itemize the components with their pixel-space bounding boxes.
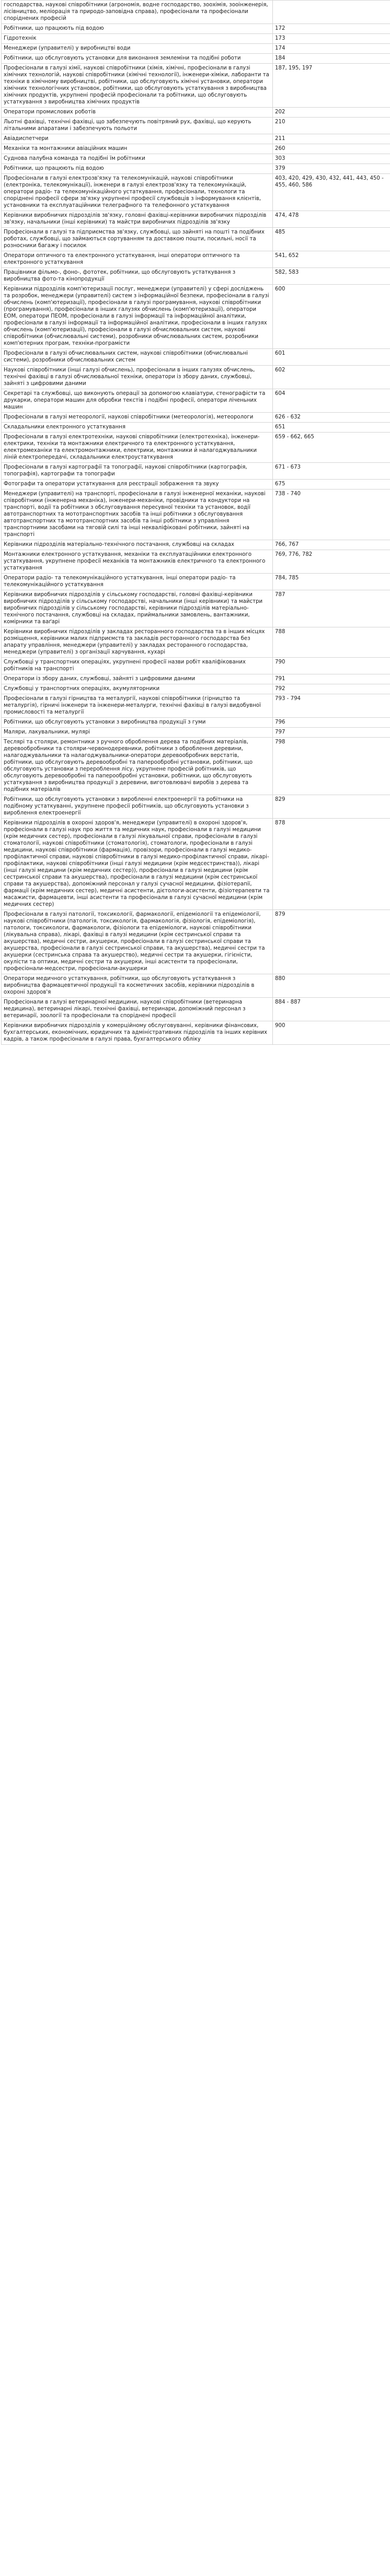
- row-code: 738 - 740: [273, 489, 390, 540]
- row-code: 187, 195, 197: [273, 64, 390, 108]
- table-row: [2, 728, 390, 738]
- row-description: Керівники виробничих підрозділів зв'язку, головні фахівці-керівники виробничих підрозділів зв'язку, начальники (інші керівники) та майстри виробничих підрозділів зв'язку: [2, 211, 273, 228]
- row-description: Наукові співробітники (інші галузі обчислень), професіонали в інших галузях обчислень, технічні фахівці в галузі обчислювальної техніки, оператори із збору даних, службовці, зайняті з цифровими даними: [2, 366, 273, 389]
- row-description: Робітники, що обслуговують установки з виробництва продукції з гуми: [2, 718, 273, 728]
- row-description: Професіонали в галузі електротехніки, наукові співробітники (електротехніка), інженери-електрики, техніки та монтажники електричного та електронного устаткування, електромеханіки та електромонтажники, електрики, монтажники й налагоджувальники ліній електропередачі, складальники електроустаткування: [2, 433, 273, 463]
- row-code: 798: [273, 738, 390, 795]
- row-description: Службовці у транспортних операціях, укрупнені професії назви робіт кваліфікованих робітників на транспорті: [2, 658, 273, 674]
- table-row: [2, 54, 390, 64]
- row-code: 766, 767: [273, 540, 390, 550]
- row-description: Авіадиспетчери: [2, 134, 273, 144]
- table-row: [2, 174, 390, 211]
- table-row: [2, 268, 390, 285]
- row-code: 485: [273, 228, 390, 251]
- table-row: [2, 684, 390, 694]
- row-description: Гідротехнік: [2, 34, 273, 44]
- row-description: Працівники фільмо-, фоно-, фототек, робітники, що обслуговують устаткування з виробництва фото-та кінопродукції: [2, 268, 273, 285]
- table-row: [2, 285, 390, 349]
- table-row: [2, 349, 390, 366]
- row-code: 626 - 632: [273, 413, 390, 423]
- row-description: Оператори із збору даних, службовці, зайняті з цифровими даними: [2, 674, 273, 684]
- table-row: [2, 574, 390, 590]
- table-row: [2, 910, 390, 974]
- row-code: 659 - 662, 665: [273, 433, 390, 463]
- row-code: 651: [273, 423, 390, 433]
- row-code: 791: [273, 674, 390, 684]
- row-description: Професіонали в галузі гірництва та металургії, наукові співробітники (гірництво та металургія), гірничі інженери та інженери-металурги, технічні фахівці в галузі видобувної промисловості та металургії: [2, 694, 273, 718]
- row-code: 792: [273, 684, 390, 694]
- row-code: 602: [273, 366, 390, 389]
- table-row: [2, 819, 390, 910]
- table-row: [2, 1021, 390, 1045]
- table-row: [2, 251, 390, 268]
- row-code: 675: [273, 480, 390, 489]
- table-row: [2, 738, 390, 795]
- table-row: [2, 366, 390, 389]
- row-code: [273, 1, 390, 24]
- row-description: Монтажники електронного устаткування, механіки та експлуатаційники електронного устаткування, укрупнене професії механіків та монтажників електричного та електронного устаткування: [2, 550, 273, 574]
- row-description: Секретарі та службовці, що виконують операції за допомогою клавіатури, стенографісти та друкарки, оператори машин для обробки текстів і подібні професії, оператори ліченьних машин: [2, 389, 273, 413]
- row-code: 788: [273, 627, 390, 658]
- row-description: Менеджери (управителі) у виробництві води: [2, 44, 273, 54]
- row-code: 184: [273, 54, 390, 64]
- row-code: 600: [273, 285, 390, 349]
- table-row: [2, 480, 390, 489]
- row-description: Службовці у транспортних операціях, акумуляторники: [2, 684, 273, 694]
- row-code: 880: [273, 974, 390, 998]
- table-row: [2, 154, 390, 164]
- table-row: [2, 144, 390, 154]
- table-row: [2, 974, 390, 998]
- row-description: Маляри, лакувальники, мулярі: [2, 728, 273, 738]
- table-row: [2, 1, 390, 24]
- row-description: Оператори оптичного та електронного устаткування, інші оператори оптичного та електронного устаткування: [2, 251, 273, 268]
- table-row: [2, 34, 390, 44]
- table-row: [2, 540, 390, 550]
- row-description: Оператори промислових роботів: [2, 108, 273, 118]
- table-row: [2, 389, 390, 413]
- row-description: Професіонали в галузі обчислювальних систем, наукові співробітники (обчислювальні системи), розробники обчислювальних систем: [2, 349, 273, 366]
- table-row: [2, 433, 390, 463]
- table-row: [2, 998, 390, 1021]
- table-row: [2, 550, 390, 574]
- table-row: [2, 795, 390, 819]
- row-code: 211: [273, 134, 390, 144]
- table-row: [2, 489, 390, 540]
- row-code: 790: [273, 658, 390, 674]
- row-description: Складальники електронного устаткування: [2, 423, 273, 433]
- row-description: Керівники підрозділів комп'ютеризації послуг, менеджери (управителі) у сфері досліджень та розробок, менеджери (управителі) систем з інформаційної безпеки, професіонали в галузі обчислень (комп'ютеризації), професіонали в галузі програмування, наукові співробітники (програмування), професіонали в інших галузях обчислень (комп'ютеризації), оператори ЕОМ, оператори ПЕОМ, професіонали в галузі інформації та інформаційної аналітики, професіонали в галузі інформації та інформаційної аналітики, професіонали в інших галузях обчислень (комп'ютеризації), професіонали в галузі обчислювальних систем, наукові співробітники (обчислювальні системи), розробники обчислювальних систем, розробники комп'ютерних програм, техніки-програмісти: [2, 285, 273, 349]
- row-description: Робітники, що обслуговують установки для виконання землеміни та подібні роботи: [2, 54, 273, 64]
- table-row: [2, 694, 390, 718]
- row-code: 829: [273, 795, 390, 819]
- row-code: 303: [273, 154, 390, 164]
- row-code: 403, 420, 429, 430, 432, 441, 443, 450 - 455, 460, 586: [273, 174, 390, 211]
- row-code: 769, 776, 782: [273, 550, 390, 574]
- row-code: 793 - 794: [273, 694, 390, 718]
- table-row: [2, 590, 390, 627]
- row-description: Льотні фахівці, технічні фахівці, що забезпечують повітряний рух, фахівці, що керують літальними апаратами і забезпечують польоти: [2, 118, 273, 134]
- row-code: 379: [273, 164, 390, 174]
- row-description: Керівники підрозділів в охороні здоров'я, менеджери (управителі) в охороні здоров'я, професіонали в галузі наук про життя та медичних наук, професіонали в галузі медицини (крім медичних сестер), професіонали в галузі лікувальної справи, професіонали в галузі стоматології, наукові співробітники (стоматологія), стоматологи, професіонали в галузі медицини, наукові співробітники (фармація), провізори, професіонали в галузі медико-профілактичної справи, наукові співробітники в галузі медико-профілактичної справи, лікарі-профілактики, наукові співробітники (інші галузі медицини (крім медсестринства)), лікарі (інші галузі медицини (крім медичних сестер)), професіонали в галузі медицини (крім сестринської справи та акушерства), професіонали в галузі медицини (крім сестринської справи та акушерства), допоміжний персонал у галузі сучасної медицини, фізіотерапії, фармації (крім медичних сестер), медичні асистенти, дієтологи-асистенти, фізіотерапевти та масажисти, фармацевти, інші асистенти та професіонали в галузі сучасної медицини (крім медичних сестер): [2, 819, 273, 910]
- row-code: 797: [273, 728, 390, 738]
- table-row: [2, 44, 390, 54]
- row-code: 604: [273, 389, 390, 413]
- row-description: Професіонали в галузі картографії та топографії, наукові співробітники (картографія, топографія), картографи та топографи: [2, 463, 273, 480]
- table-row: [2, 118, 390, 134]
- row-description: Професіонали в галузі патології, токсикології, фармакології, епідеміології та епідеміології, наукові співробітники (патологія, токсикологія, фармакологія, фізіологія, епідеміологія), патологи, токсикологи, фармакологи, фізіологи та епідеміологи, наукові співробітники (лікувальна справа), лікарі, фахівці в галузі медицини (крім сестринської справи та акушерства), медичні сестри, акушерки, професіонали в галузі сестринської справи та акушерства, професіонали в галузі сестринської справи, та акушерства), медичні сестри та акушерки (сестринська справа та акушерство), медичні сестри та акушерки, гігієністи, окулісти та оптики, медичні сестри та акушерки, інші асистенти та професіонали, професіонали-медсестри, професіонали-акушерки: [2, 910, 273, 974]
- row-code: 601: [273, 349, 390, 366]
- row-code: 900: [273, 1021, 390, 1045]
- row-description: Теслярі та столяри, ремонтники з ручного оброблення дерева та подібних матеріалів, деревообробники та столяри-червонодеревники, робітники з оброблення деревини, налагоджувальники та налагоджувальники-оператори деревообробних верстатів, робітники, що обслуговують деревообробні та паперообробні установки, робітники, що обслуговують установки з перероблення лісу, укрупнене професій робітників, що обслуговують деревообробні та паперообробні установки, робітники, що обслуговують устаткування з виробництва продукції з деревини, виготовлювачі виробів з дерева та подібних матеріалів: [2, 738, 273, 795]
- row-description: Керівники виробничих підрозділів у сільському господарстві, головні фахівці-керівники виробничих підрозділів у сільському господарстві, начальники (інші керівники) та майстри виробничих підрозділів у сільському господарстві, керівники підрозділів матеріально-технічного постачання, службовці на складах, приймальники замовлень, вантажники, комірники та ваґарі: [2, 590, 273, 627]
- row-description: Професіонали в галузі та підприємства зв'язку, службовці, що зайняті на пошті та подібних роботах, службовці, що займаються сортуванням та доставкою пошти, посильні, носії та розносники багажу і посилок: [2, 228, 273, 251]
- row-description: Керівники підрозділів матеріально-технічного постачання, службовці на складах: [2, 540, 273, 550]
- table-row: [2, 134, 390, 144]
- row-description: Робітники, що обслуговують установки з виробленні електроенергії та робітники на подібному устаткуванні, укрупнене професії робітників, що обслуговують установки з вироблення електроенергії: [2, 795, 273, 819]
- row-code: 174: [273, 44, 390, 54]
- classification-table: [1, 0, 390, 1045]
- row-description: Професіонали в галузі електрозв'язку та телекомунікацій, наукові співробітники (електроніка, телекомунікації), інженери в галузі електрозв'язку та телекомунікацій, оператори радіо- та телекомунікаційного устаткування, професіонали, технологи та споріднені професії сфери зв'язку укрупнені професії службовців з інформування клієнтів, установники та експлуатаційники телеграфного та телефонного устаткування: [2, 174, 273, 211]
- row-description: Оператори радіо- та телекомунікаційного устаткування, інші оператори радіо- та телекомунікаційного устаткування: [2, 574, 273, 590]
- row-code: 784, 785: [273, 574, 390, 590]
- row-code: 878: [273, 819, 390, 910]
- table-row: [2, 64, 390, 108]
- table-row: [2, 674, 390, 684]
- table-row: [2, 164, 390, 174]
- row-code: 671 - 673: [273, 463, 390, 480]
- row-code: 884 - 887: [273, 998, 390, 1021]
- row-description: Керівники виробничих підрозділів у закладах ресторанного господарства та в інших місцях розміщення, керівники малих підприємств та закладів ресторанного господарства без апарату управління, менеджери (управителі) у закладах ресторанного господарства, менеджери (управителі) з організації харчування, кухарі: [2, 627, 273, 658]
- row-description: Фотографи та оператори устаткування для реєстрації зображення та звуку: [2, 480, 273, 489]
- row-code: 582, 583: [273, 268, 390, 285]
- table-row: [2, 423, 390, 433]
- table-row: [2, 413, 390, 423]
- row-description: Професіонали в галузі ветеринарної медицини, наукові співробітники (ветеринарна медицина), ветеринарні лікарі, технічні фахівці, ветеринари, допоміжний персонал з ветеринарії, зоології та професіонали та споріднені професії: [2, 998, 273, 1021]
- row-description: Робітники, що працюють під водою: [2, 164, 273, 174]
- row-code: 202: [273, 108, 390, 118]
- table-row: [2, 228, 390, 251]
- row-description: Оператори медичного устаткування, робітники, що обслуговують устаткування з виробництва фармацевтичної продукції та косметичних засобів, керівники підрозділів в охороні здоров'я: [2, 974, 273, 998]
- table-body: [2, 1, 390, 1045]
- table-row: [2, 718, 390, 728]
- table-row: [2, 211, 390, 228]
- table-row: [2, 627, 390, 658]
- row-code: 474, 478: [273, 211, 390, 228]
- row-description: Суднова палубна команда та подібні їм робітники: [2, 154, 273, 164]
- table-row: [2, 24, 390, 34]
- row-description: господарства, наукові співробітники (агрономія, водне господарство, зоохімія, зооінженерія, лісівництво, меліорація та природо-заповідна справа), професіонали та професіонали споріднених професій: [2, 1, 273, 24]
- row-description: Механіки та монтажники авіаційних машин: [2, 144, 273, 154]
- row-code: 172: [273, 24, 390, 34]
- row-description: Робітники, що працюють під водою: [2, 24, 273, 34]
- row-code: 210: [273, 118, 390, 134]
- row-description: Професіонали в галузі метеорології, наукові співробітники (метеорологія), метеорологи: [2, 413, 273, 423]
- table-row: [2, 108, 390, 118]
- row-description: Менеджери (управителі) на транспорті, професіонали в галузі інженерної механіки, наукові співробітники (інженерна механіка), інженери-механіки, провідники та кондуктори на транспорті, водії та робітники з обслуговування пересувної техніки та установок, водії автотранспортних та мототранспортних засобів та інші робітники з обслуговування автотранспортних та мототранспортних засобів та інші робітники з управління транспортними засобами на тяговій силі та інші некваліфіковані робітники, зайняті на транспорті: [2, 489, 273, 540]
- table-row: [2, 463, 390, 480]
- row-code: 260: [273, 144, 390, 154]
- row-description: Керівники виробничих підрозділів у комерційному обслуговуванні, керівники фінансових, бухгалтерських, економічних, юридичних та адміністративних підрозділів та інших керівних кадрів, а також професіонали в галузі права, бухгалтерського обліку: [2, 1021, 273, 1045]
- document-page: [1, 0, 389, 1045]
- row-code: 541, 652: [273, 251, 390, 268]
- row-code: 879: [273, 910, 390, 974]
- row-code: 787: [273, 590, 390, 627]
- row-description: Професіонали в галузі хімії, наукові співробітники (хімія, хімічні, професіонали в галузі хімічних технологій, наукові співробітники (хімічні технології), інженери-хіміки, лаборанти та техніки в хімічному виробництві, робітники, що обслуговують хімічні установки, оператори хімічних технологічних установок, робітники, що обслуговують устаткування з виробництва хімічних продуктів, укрупнені професій професіонали та робітники, що обслуговують устаткування з виробництва хімічних продуктів: [2, 64, 273, 108]
- row-code: 796: [273, 718, 390, 728]
- row-code: 173: [273, 34, 390, 44]
- table-row: [2, 658, 390, 674]
